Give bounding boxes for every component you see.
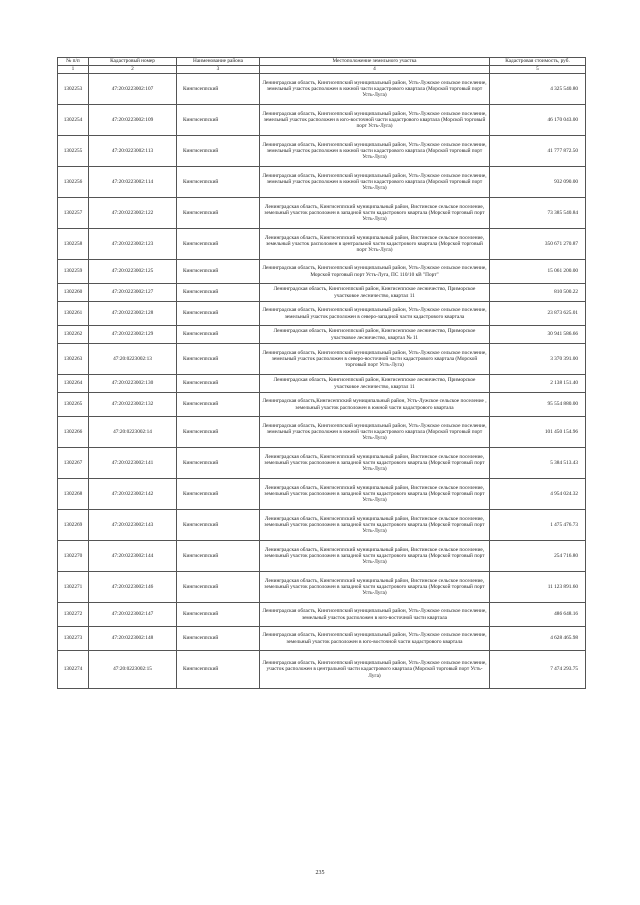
district-name: Кингисеппский [177,651,260,689]
land-location: Ленинградская область, Кингисеппский муниципальный район, Вистинское сельское поселение, земельный участок расположен в западной части кадастрового квартала (Морской торговый порт Усть-Луга) [260,541,490,572]
cadastral-value: 254 716.80 [490,541,586,572]
table-row [58,651,586,689]
district-name: Кингисеппский [177,326,260,344]
district-name: Кингисеппский [177,417,260,448]
row-number: 1302261 [58,302,89,326]
land-location: Ленинградская область, Кингисеппский муниципальный район, Усть-Лужское сельское поселение, земельный участок расположен в юго-восточной части кадастрового квартала (Морской торговый порт Усть-Луга) [260,105,490,136]
cadastral-value: 46 170 043.00 [490,105,586,136]
land-location: Ленинградская область, Кингисеппский муниципальный район, Вистинское сельское поселение, земельный участок расположен в западной части кадастрового квартала (Морской торговый порт Усть-Луга) [260,198,490,229]
land-location: Ленинградская область, Кингисеппский муниципальный район, Усть-Лужское сельское поселение, земельный участок расположен в северо-восточной части кадастрового квартала (Морской торговый порт Усть-Луга) [260,344,490,375]
table-row [58,375,586,393]
table-row [58,260,586,284]
district-name: Кингисеппский [177,541,260,572]
row-number: 1302271 [58,572,89,603]
row-number: 1302269 [58,510,89,541]
table-body [58,74,586,689]
table-row [58,344,586,375]
cadastral-number: 47:20:0223002:142 [89,479,177,510]
land-location: Ленинградская область, Кингисеппский муниципальный район, Усть-Лужское сельское поселение, участок расположен в центральной части кадастрового квартала (Морской торговый порт Усть-Луга) [260,651,490,689]
row-number: 1302273 [58,627,89,651]
row-number: 1302259 [58,260,89,284]
table-row [58,198,586,229]
page-number: 235 [315,870,325,876]
district-name: Кингисеппский [177,105,260,136]
cadastral-number: 47:20:0223002:127 [89,284,177,302]
cadastral-value: 73 385 540.84 [490,198,586,229]
header-cadastral-number: Кадастровый номер [89,58,177,66]
row-number: 1302272 [58,603,89,627]
table-row [58,284,586,302]
district-name: Кингисеппский [177,479,260,510]
cadastral-value: 30 941 586.66 [490,326,586,344]
cadastral-number: 47:20:0223002:125 [89,260,177,284]
district-name: Кингисеппский [177,448,260,479]
row-number: 1302260 [58,284,89,302]
land-location: Ленинградская область, Кингисеппский муниципальный район, Усть-Лужское сельское поселение, Морской торговый порт Усть-Луга, ПС 110/10 кВ "Порт" [260,260,490,284]
header-location: Местоположение земельного участка [260,58,490,66]
district-name: Кингисеппский [177,136,260,167]
district-name: Кингисеппский [177,572,260,603]
cadastral-value: 101 450 154.96 [490,417,586,448]
cadastral-value: 3 370 391.00 [490,344,586,375]
cadastral-value: 4 628 465.98 [490,627,586,651]
table-row [58,541,586,572]
row-number: 1302263 [58,344,89,375]
cadastral-number: 47:20:0223002:122 [89,198,177,229]
row-number: 1302267 [58,448,89,479]
district-name: Кингисеппский [177,284,260,302]
land-location: Ленинградская область, Кингисеппский муниципальный район, Вистинское сельское поселение, земельный участок расположен в западной части кадастрового квартала (Морской торговый порт Усть-Луга) [260,448,490,479]
table-row [58,105,586,136]
header-district: Наименование района [177,58,260,66]
column-number-row [58,66,586,74]
table-row [58,627,586,651]
table-row [58,74,586,105]
cadastral-value: 23 873 625.01 [490,302,586,326]
cadastral-value: 5 384 513.43 [490,448,586,479]
row-number: 1302256 [58,167,89,198]
row-number: 1302274 [58,651,89,689]
district-name: Кингисеппский [177,260,260,284]
cadastral-number: 47:20:0223002:130 [89,375,177,393]
land-location: Ленинградская область, Кингисеппский муниципальный район, Вистинское сельское поселение, земельный участок расположен в западной части кадастрового квартала (Морской торговый порт Усть-Луга) [260,510,490,541]
cadastral-value: 1 475 476.73 [490,510,586,541]
district-name: Кингисеппский [177,229,260,260]
col-number-1: 1 [58,66,89,74]
cadastral-value: 41 777 872.50 [490,136,586,167]
table-row [58,136,586,167]
row-number: 1302262 [58,326,89,344]
land-location: Ленинградская область, Кингисеппский муниципальный район, Вистинское сельское поселение, земельный участок расположен в западной части кадастрового квартала (Морской торговый порт Усть-Луга) [260,479,490,510]
table-row [58,393,586,417]
cadastral-value: 350 671 270.87 [490,229,586,260]
row-number: 1302254 [58,105,89,136]
land-location: Ленинградская область, Кингисеппский муниципальный район, Усть-Лужское сельское поселение, земельный участок расположен в юго-восточной части кадастрового квартала [260,627,490,651]
cadastral-number: 47:20:0223002:128 [89,302,177,326]
row-number: 1302268 [58,479,89,510]
cadastral-number: 47:20:0223002:147 [89,603,177,627]
cadastral-value: 4 325 540.80 [490,74,586,105]
table-row [58,417,586,448]
cadastral-number: 47:20:0223002:132 [89,393,177,417]
cadastral-value: 7 474 293.75 [490,651,586,689]
cadastral-value: 2 138 151.40 [490,375,586,393]
land-location: Ленинградская область, Кингисеппский муниципальный район, Усть-Лужское сельское поселение, земельный участок расположен в юго-восточной части квартала [260,603,490,627]
cadastral-number: 47:20:0223002:141 [89,448,177,479]
cadastral-number: 47:20:0223002:109 [89,105,177,136]
district-name: Кингисеппский [177,510,260,541]
district-name: Кингисеппский [177,198,260,229]
land-location: Ленинградская область, Кингисеппский район, Кингисеппское лесничество, Приморское участковое лесничество, квартал 11 [260,284,490,302]
cadastral-value: 11 123 891.60 [490,572,586,603]
row-number: 1302253 [58,74,89,105]
land-location: Ленинградская область, Кингисеппский муниципальный район, Усть-Лужское сельское поселение, земельный участок расположен в южной части кадастрового квартала (Морской торговый порт Усть-Луга) [260,136,490,167]
district-name: Кингисеппский [177,393,260,417]
cadastral-number: 47:20:0223002:144 [89,541,177,572]
district-name: Кингисеппский [177,74,260,105]
cadastral-number: 47:20:0223002:129 [89,326,177,344]
land-location: Ленинградская область, Кингисеппский муниципальный район, Вистинское сельское поселение, земельный участок расположен в центральной части кадастрового квартала (Морской торговый порт Усть-Луга) [260,229,490,260]
cadastral-number: 47:20:0223002:114 [89,167,177,198]
cadastral-number: 47:20:0223002:15 [89,651,177,689]
table-row [58,167,586,198]
row-number: 1302264 [58,375,89,393]
cadastral-value: 810 500.22 [490,284,586,302]
cadastral-number: 47:20:0223002:148 [89,627,177,651]
col-number-3: 3 [177,66,260,74]
land-location: Ленинградская область, Кингисеппский район, Кингисеппское лесничество, Приморское участковое лесничество, квартал 11 [260,375,490,393]
district-name: Кингисеппский [177,375,260,393]
row-number: 1302266 [58,417,89,448]
land-location: Ленинградская область, Кингисеппский муниципальный район, Усть-Лужское сельское поселение, земельный участок расположен в северо-западной части кадастрового квартала [260,302,490,326]
header-no: № п/п [58,58,89,66]
land-location: Ленинградская область, Кингисеппский муниципальный район, Усть-Лужское сельское поселение, земельный участок расположен в южной части кадастрового квартала (Морской торговый порт Усть-Луга) [260,74,490,105]
cadastral-number: 47:20:0223002:113 [89,136,177,167]
land-location: Ленинградская область, Кингисеппский район, Кингисеппское лесничество, Приморское участковое лесничество, квартал № 11 [260,326,490,344]
cadastral-number: 47:20:0223002:123 [89,229,177,260]
cadastral-value: 95 554 880.00 [490,393,586,417]
cadastral-value: 4 954 024.32 [490,479,586,510]
cadastral-value: 15 061 200.00 [490,260,586,284]
cadastral-number: 47:20:0223002:143 [89,510,177,541]
row-number: 1302270 [58,541,89,572]
land-location: Ленинградская область, Кингисеппский муниципальный район, Усть-Лужское сельское поселение, земельный участок расположен в южной части кадастрового квартала (Морской торговый порт Усть-Луга) [260,417,490,448]
district-name: Кингисеппский [177,167,260,198]
col-number-2: 2 [89,66,177,74]
col-number-4: 4 [260,66,490,74]
row-number: 1302255 [58,136,89,167]
row-number: 1302257 [58,198,89,229]
table-row [58,603,586,627]
col-number-5: 5 [490,66,586,74]
district-name: Кингисеппский [177,302,260,326]
district-name: Кингисеппский [177,344,260,375]
header-value: Кадастровая стоимость, руб. [490,58,586,66]
table-row [58,479,586,510]
row-number: 1302265 [58,393,89,417]
cadastral-number: 47:20:0223002:14 [89,417,177,448]
table-row [58,572,586,603]
land-location: Ленинградская область, Кингисеппский муниципальный район, Усть-Лужское сельское поселение, земельный участок расположен в южной части кадастрового квартала (Морской торговый порт Усть-Луга) [260,167,490,198]
district-name: Кингисеппский [177,627,260,651]
land-location: Ленинградская область, Кингисеппский муниципальный район, Вистинское сельское поселение, земельный участок расположен в западной части кадастрового квартала (Морской торговый порт Усть-Луга) [260,572,490,603]
cadastral-number: 47:20:0223002:107 [89,74,177,105]
table-row [58,448,586,479]
land-location: Ленинградская область,Кингисеппский муниципальный район, Усть-Лужское сельское поселение , земельный участок расположен в южной части кадастрового квартала [260,393,490,417]
cadastral-number: 47:20:0223002:146 [89,572,177,603]
table-row [58,326,586,344]
table-row [58,229,586,260]
table-row [58,510,586,541]
row-number: 1302258 [58,229,89,260]
cadastral-number: 47:20:0223002:13 [89,344,177,375]
cadastral-value: 932 090.00 [490,167,586,198]
district-name: Кингисеппский [177,603,260,627]
cadastral-value: 486 648.16 [490,603,586,627]
header-row [58,58,586,66]
cadastral-value-table [57,57,586,689]
table-row [58,302,586,326]
